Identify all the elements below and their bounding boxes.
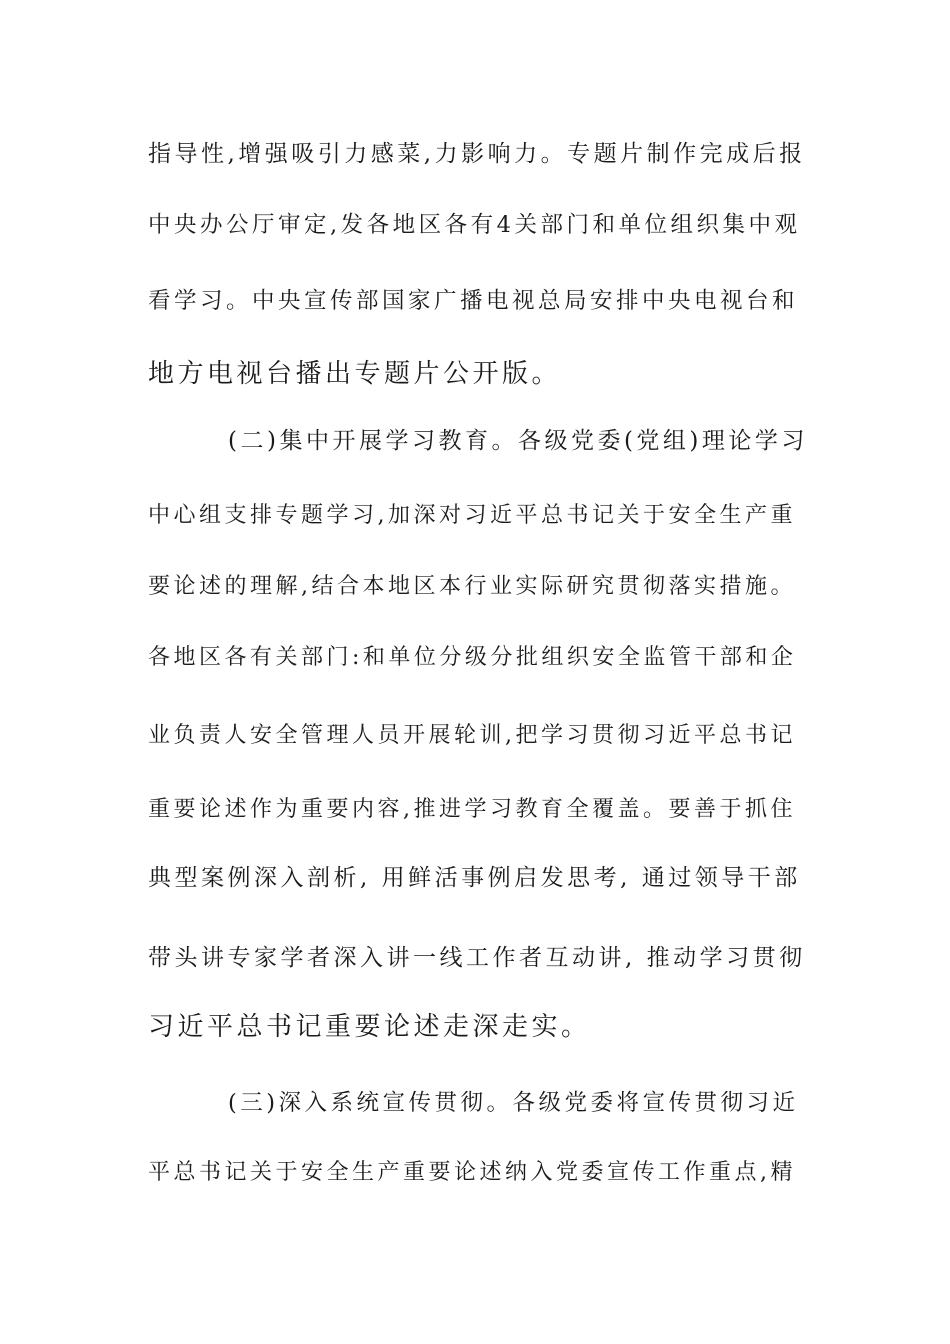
paragraph-start-line: (二)集中开展学习教育。各级党委(党组)理论学习 [228,428,808,454]
text-line: 带头讲专家学者深入讲一线工作者互动讲, 推动学习贯彻 [148,945,806,971]
text-line: 各地区各有关部门:和单位分级分批组织安全监管干部和企 [148,645,797,670]
text-line: 业负责人安全管理人员开展轮训,把学习贯彻习近平总书记 [148,723,796,748]
paragraph-start-line: (三)深入系统宣传贯彻。各级党委将宣传贯彻习近 [228,1090,799,1116]
text-line: 中心组支排专题学习,加深对习近平总书记关于安全生产重 [148,503,796,528]
text-line: 中央办公厅审定,发各地区各有4关部门和单位组织集中观 [148,212,801,238]
text-line: 重要论述作为重要内容,推进学习教育全覆盖。要善于抓住 [148,797,796,822]
text-line: 习近平总书记重要论述走深走实。 [148,1012,591,1042]
text-line: 典型案例深入剖析, 用鲜活事例启发思考, 通过领导干部 [148,865,801,891]
text-line: 平总书记关于安全生产重要论述纳入党委宣传工作重点,精 [148,1160,796,1185]
text-line: 要论述的理解,结合本地区本行业实际研究贯彻落实措施。 [148,574,796,599]
text-line: 指导性,增强吸引力感菜,力影响力。专题片制作完成后报 [148,141,806,167]
text-line: 看学习。中央宣传部国家广播电视总局安排中央电视台和 [148,288,799,314]
text-line: 地方电视台播出专题片公开版。 [148,359,562,389]
